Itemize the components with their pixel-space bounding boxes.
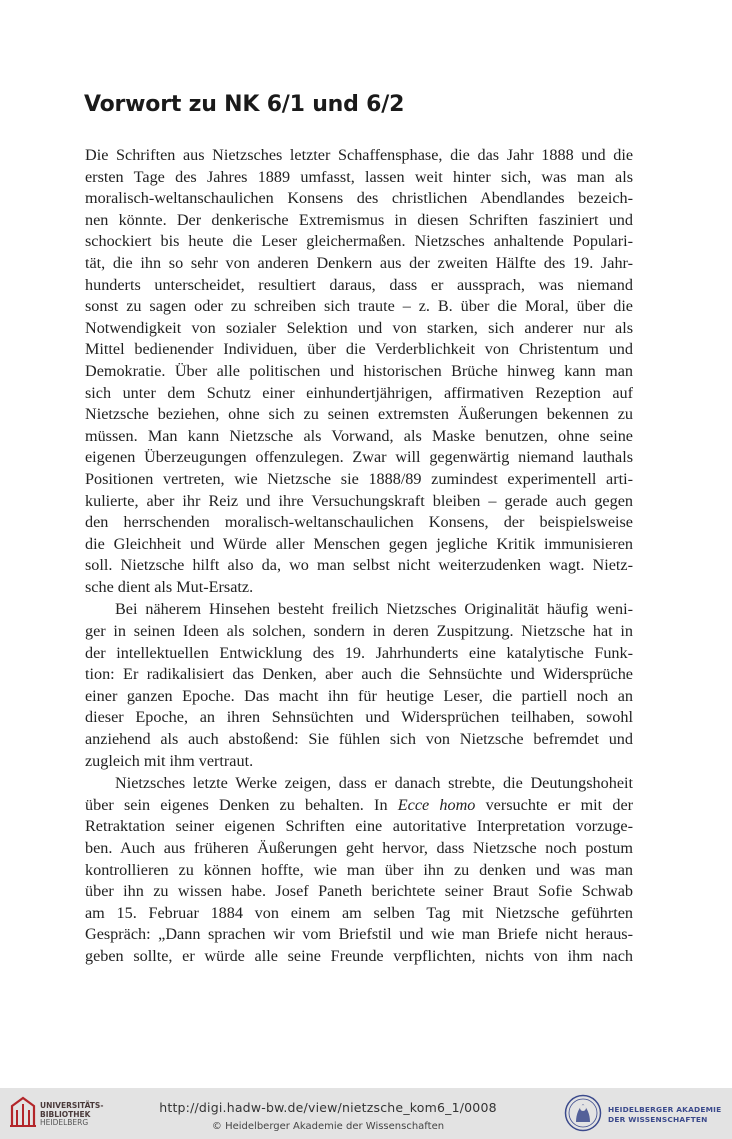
text-line: ben. Auch aus früheren Äußerungen geht hervor, dass Nietzsche noch postum bbox=[85, 839, 633, 857]
text-line: sich unter dem Schutz einer einhundertjährigen, affirmativen Rezeption auf bbox=[85, 383, 633, 402]
text-line: schockiert bis heute die Leser gleichermaßen. Nietzsches anhaltende Populari- bbox=[85, 232, 633, 251]
text-line: geben sollte, er würde alle seine Freunde verpflichten, nichts von ihm nach bbox=[85, 946, 633, 965]
text-segment: über sein eigenes Denken zu behalten. In bbox=[85, 795, 388, 814]
text-line: moralisch-weltanschaulichen Konsens des christlichen Abendlandes bezeich- bbox=[85, 189, 633, 208]
permalink-url[interactable]: http://digi.hadw-bw.de/view/nietzsche_kom6_1/0008 bbox=[159, 1100, 497, 1115]
hadw-logo[interactable] bbox=[564, 1092, 730, 1136]
text-line: ersten Tage des Jahres 1889 umfasst, lassen weit hinter sich, was man als bbox=[85, 167, 633, 186]
ub-logo-line: UNIVERSITÄTS- bbox=[40, 1101, 104, 1110]
work-title: Ecce homo bbox=[397, 795, 476, 814]
text-line: Bei näherem Hinsehen besteht freilich Nietzsches Originalität häufig weni- bbox=[115, 600, 633, 619]
viewer-footer bbox=[0, 1088, 732, 1139]
page-heading: Vorwort zu NK 6/1 und 6/2 bbox=[84, 92, 405, 117]
academy-seal-icon bbox=[564, 1094, 602, 1132]
text-line bbox=[85, 795, 633, 817]
text-line: Positionen vertreten, wie Nietzsche sie 1888/89 zumindest experimentell arti- bbox=[85, 469, 633, 488]
text-line: tät, die ihn so sehr von anderen Denkern aus der zweiten Hälfte des 19. Jahr- bbox=[85, 253, 633, 272]
hadw-logo-text bbox=[608, 1105, 721, 1124]
text-line: die Gleichheit und Würde aller Menschen gegen jegliche Kritik immunisieren bbox=[85, 534, 633, 553]
text-line: der intellektuellen Entwicklung des 19. Jahrhunderts eine katalytische Funk- bbox=[85, 643, 633, 662]
text-line: Demokratie. Über alle politischen und historischen Brüche hinweg kann man bbox=[85, 361, 633, 380]
body-text bbox=[85, 145, 633, 968]
text-line: Die Schriften aus Nietzsches letzter Schaffensphase, die das Jahr 1888 und die bbox=[85, 146, 633, 164]
text-line: Notwendigkeit von sozialer Selektion und von starken, sich anderer nur als bbox=[85, 318, 633, 337]
text-line: sche dient als Mut-Ersatz. bbox=[85, 577, 254, 596]
text-line: über ihn zu wissen habe. Josef Paneth berichtete seiner Braut Sofie Schwab bbox=[85, 882, 633, 901]
text-line: Retraktation seiner eigenen Schriften eine autoritative Interpretation vorzuge- bbox=[85, 817, 633, 836]
ub-logo-line: BIBLIOTHEK bbox=[40, 1109, 91, 1119]
text-line: soll. Nietzsche hilft also da, wo man selbst nicht weiterzudenken wagt. Nietz- bbox=[85, 556, 633, 575]
text-line: nen könnte. Der denkerische Extremismus in diesen Schriften fasziniert und bbox=[85, 210, 633, 229]
text-line: Nietzsches letzte Werke zeigen, dass er danach strebte, die Deutungshoheit bbox=[115, 774, 633, 793]
text-line: müssen. Man kann Nietzsche als Vorwand, als Maske benutzen, ohne seine bbox=[85, 426, 633, 445]
text-line: tion: Er radikalisiert das Denken, aber auch die Sehnsüchte und Widersprüche bbox=[85, 665, 633, 684]
text-line: eigenen Überzeugungen offenzulegen. Zwar will gegenwärtig niemand lauthals bbox=[85, 448, 633, 467]
text-line: dieser Epoche, an ihren Sehnsüchten und Widersprüchen teilhaben, sowohl bbox=[85, 708, 633, 727]
hadw-logo-line: HEIDELBERGER AKADEMIE bbox=[608, 1105, 722, 1114]
text-segment: versuchte er mit der bbox=[485, 795, 633, 814]
text-line: Gespräch: „Dann sprachen wir vom Briefstil und wie man Briefe nicht heraus- bbox=[85, 925, 633, 944]
text-line: am 15. Februar 1884 von einem am selben Tag mit Nietzsche geführten bbox=[85, 903, 633, 922]
copyright-notice: © Heidelberger Akademie der Wissenschaften bbox=[211, 1121, 445, 1132]
text-line: zugleich mit ihm vertraut. bbox=[85, 751, 254, 770]
text-line: kulierte, aber ihr Reiz und ihre Versuchungskraft bleiben – gerade auch gegen bbox=[85, 491, 633, 510]
ub-logo-line: HEIDELBERG bbox=[40, 1118, 89, 1127]
text-line: Mittel bedienender Individuen, über die Verderblichkeit von Christentum und bbox=[85, 340, 633, 359]
text-line: hunderts unterscheidet, resultiert daraus, dass er aussprach, was niemand bbox=[85, 275, 633, 294]
hadw-logo-line: DER WISSENSCHAFTEN bbox=[608, 1114, 708, 1124]
text-line: einer ganzen Epoche. Das macht ihn für heutige Leser, die partiell noch an bbox=[85, 686, 633, 705]
text-line: anziehend als auch abstoßend: Sie fühlen sich von Nietzsche befremdet und bbox=[85, 730, 633, 749]
text-line: ger in seinen Ideen als solchen, sondern in deren Zuspitzung. Nietzsche hat in bbox=[85, 622, 633, 641]
text-line: kontrollieren zu können hoffte, wie man über ihn zu denken und was man bbox=[85, 860, 633, 879]
text-line: Nietzsche beziehen, ohne sich zu seinen extremsten Äußerungen bekennen zu bbox=[85, 405, 633, 424]
text-line: den herrschenden moralisch-weltanschaulichen Konsens, der beispielsweise bbox=[85, 513, 633, 532]
text-line: sonst zu sagen oder zu schreiben sich traute – z. B. über die Moral, über die bbox=[85, 297, 633, 316]
